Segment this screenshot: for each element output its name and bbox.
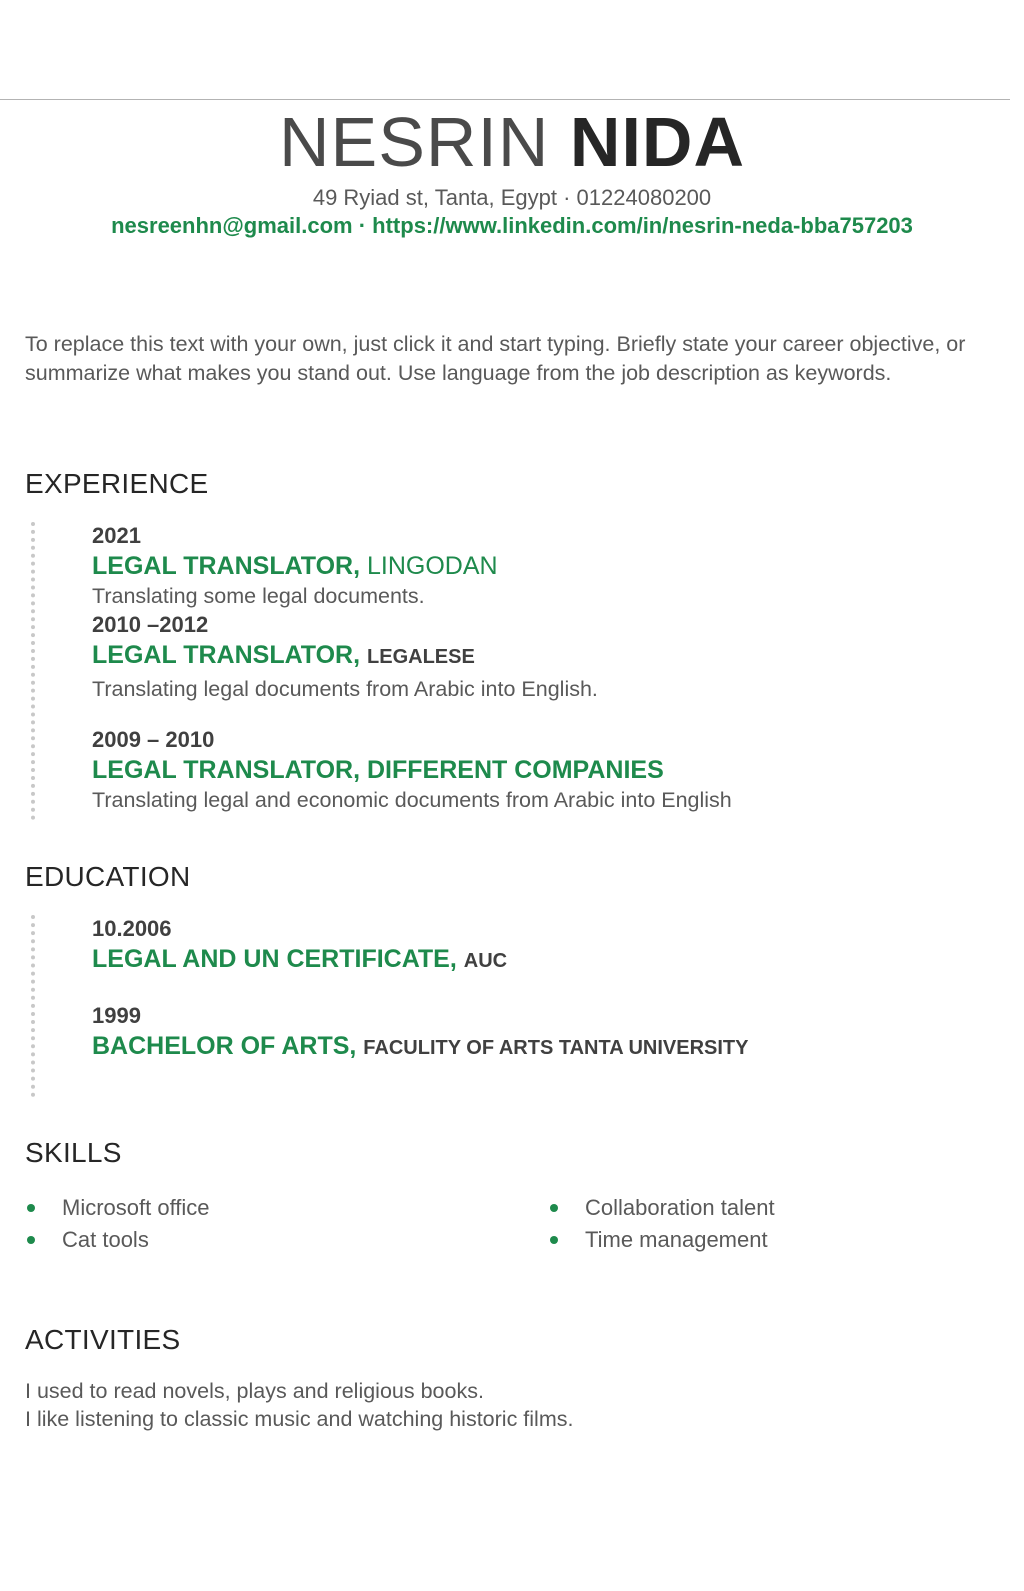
activity-line: I like listening to classic music and watching historic films. bbox=[25, 1407, 574, 1431]
bullet-icon bbox=[27, 1204, 35, 1212]
entry-role: LEGAL TRANSLATOR, LINGODAN bbox=[92, 552, 498, 580]
bullet-icon bbox=[27, 1236, 35, 1244]
skills-heading: SKILLS bbox=[25, 1137, 122, 1168]
entry-degree: LEGAL AND UN CERTIFICATE, AUC bbox=[92, 945, 508, 973]
education-entry bbox=[92, 1002, 748, 1064]
skills-list-left bbox=[25, 1192, 210, 1256]
entry-degree: BACHELOR OF ARTS, FACULITY OF ARTS TANTA UNIVERSITY bbox=[92, 1032, 749, 1060]
entry-org: LEGALESE bbox=[367, 646, 475, 668]
career-summary[interactable]: To replace this text with your own, just click it and start typing. Briefly state your career objective, or summarize what makes you stand out. Use language from the job description as keywords. bbox=[25, 332, 966, 385]
entry-org: LINGODAN bbox=[367, 552, 498, 580]
entry-date: 1999 bbox=[92, 1003, 141, 1028]
skill-item: Time management bbox=[548, 1224, 775, 1256]
activities-heading: ACTIVITIES bbox=[25, 1324, 181, 1355]
bullet-icon bbox=[550, 1236, 558, 1244]
candidate-name bbox=[0, 100, 1024, 184]
bullet-icon bbox=[550, 1204, 558, 1212]
entry-school: FACULITY OF ARTS TANTA UNIVERSITY bbox=[363, 1037, 749, 1059]
entry-date: 2021 bbox=[92, 523, 141, 548]
entry-description: Translating legal and economic documents from Arabic into English bbox=[92, 788, 732, 812]
entry-role: LEGAL TRANSLATOR, LEGALESE bbox=[92, 641, 475, 669]
first-name: NESRIN bbox=[278, 103, 550, 181]
skill-item: Microsoft office bbox=[25, 1192, 210, 1224]
entry-school: AUC bbox=[463, 950, 508, 972]
entry-description: Translating legal documents from Arabic into English. bbox=[92, 677, 598, 701]
email-linkedin-line[interactable]: nesreenhn@gmail.com · https://www.linkedin.com/in/nesrin-neda-bba757203 bbox=[111, 213, 913, 238]
entry-role: LEGAL TRANSLATOR, DIFFERENT COMPANIES bbox=[92, 756, 664, 784]
education-rail bbox=[31, 915, 35, 1097]
experience-entry bbox=[92, 611, 598, 703]
address-phone-line: 49 Ryiad st, Tanta, Egypt · 01224080200 bbox=[312, 185, 712, 210]
activities-text bbox=[25, 1377, 573, 1433]
skills-list-right bbox=[548, 1192, 775, 1256]
entry-date: 10.2006 bbox=[92, 916, 172, 941]
entry-date: 2010 –2012 bbox=[92, 612, 209, 637]
experience-entry bbox=[92, 726, 732, 814]
experience-entry bbox=[92, 522, 498, 610]
skill-item: Collaboration talent bbox=[548, 1192, 775, 1224]
last-name: NIDA bbox=[569, 103, 746, 181]
education-heading: EDUCATION bbox=[25, 861, 191, 892]
experience-rail bbox=[31, 522, 35, 820]
skill-item: Cat tools bbox=[25, 1224, 210, 1256]
experience-heading: EXPERIENCE bbox=[25, 468, 209, 499]
education-entry bbox=[92, 915, 507, 977]
entry-date: 2009 – 2010 bbox=[92, 727, 215, 752]
entry-description: Translating some legal documents. bbox=[92, 584, 425, 608]
activity-line: I used to read novels, plays and religious books. bbox=[25, 1379, 484, 1403]
